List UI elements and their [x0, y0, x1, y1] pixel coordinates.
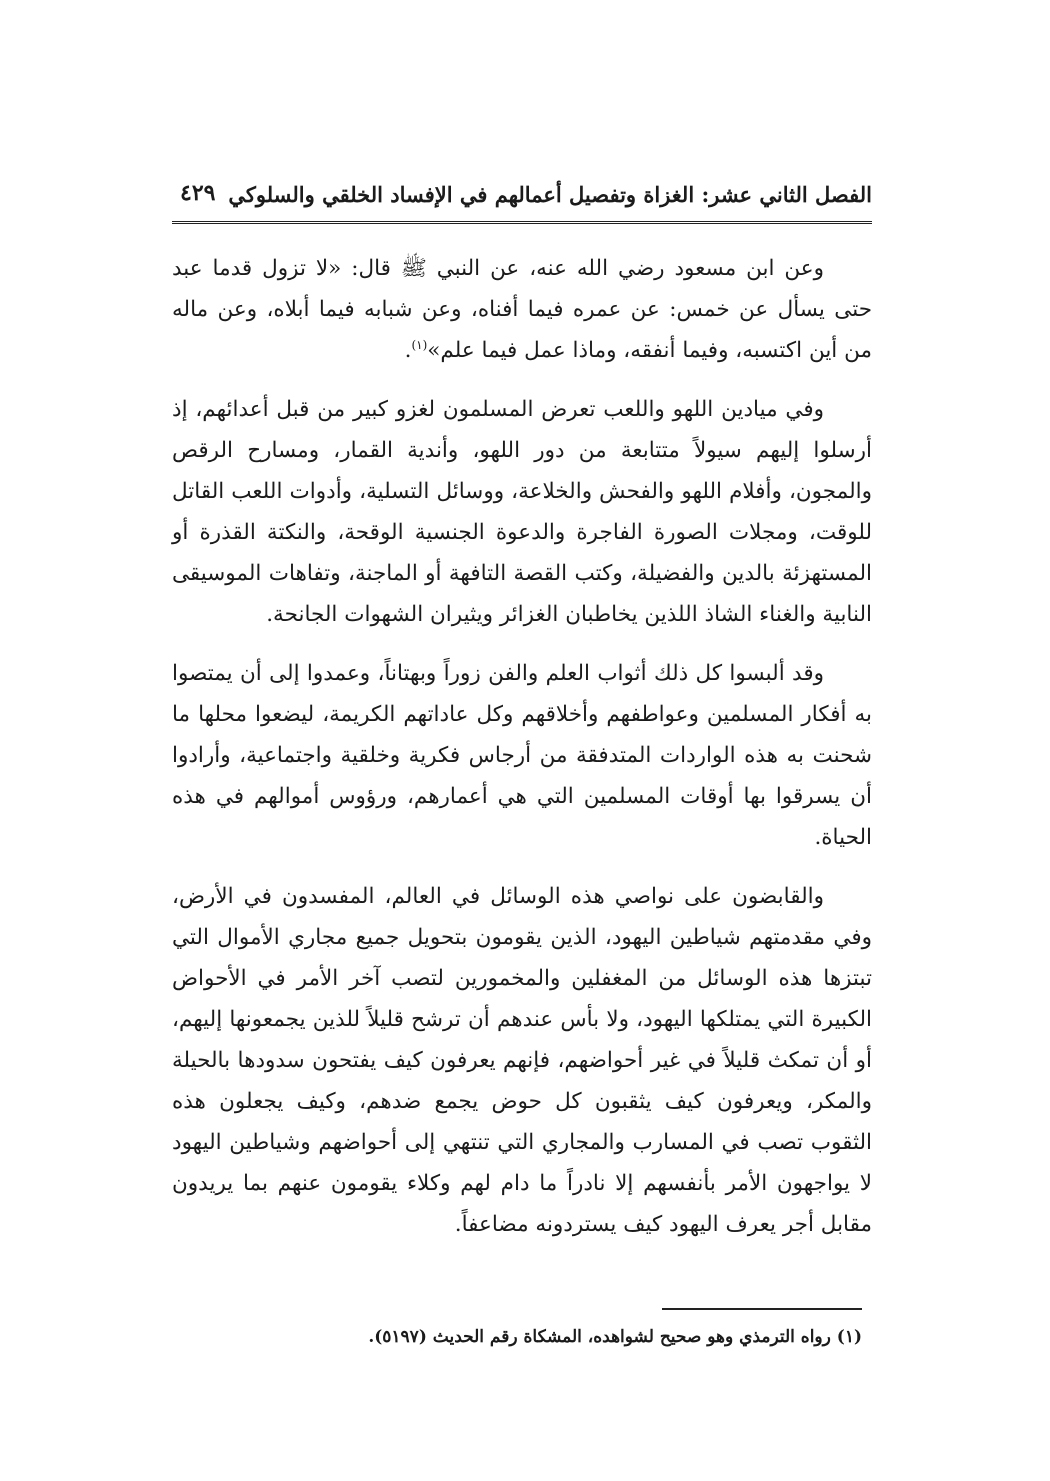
- running-header: [172, 176, 872, 216]
- paragraph: [172, 248, 872, 371]
- main-text: [172, 248, 872, 1245]
- footnote-rule: [662, 1308, 862, 1310]
- footnote-reference: (١): [411, 337, 428, 352]
- footnote: (١) رواه الترمذي وهو صحيح لشواهده، المشكاة رقم الحديث (٥١٩٧).: [368, 1327, 862, 1347]
- paragraph: وقد ألبسوا كل ذلك أثواب العلم والفن زوراً وبهتاناً، وعمدوا إلى أن يمتصوا به أفكار المسلمين وعواطفهم وأخلاقهم وكل عاداتهم الكريمة، ليضعوا محلها ما شحنت به هذه الواردات المتدفقة من أرجاس فكرية وخلقية واجتماعية، وأرادوا أن يسرقوا بها أوقات المسلمين التي هي أعمارهم، ورؤوس أموالهم في هذه الحياة.: [172, 661, 872, 850]
- header-rule: [172, 221, 872, 224]
- paragraph-text: وعن ابن مسعود رضي الله عنه، عن النبي ﷺ قال: «لا تزول قدما عبد حتى يسأل عن خمس: عن عمره فيما أفناه، وعن شبابه فيما أبلاه، وعن ماله من أين اكتسبه، وفيما أنفقه، وماذا عمل فيما علم»: [172, 256, 872, 363]
- page-number: ٤٢٩: [180, 180, 216, 206]
- paragraph: والقابضون على نواصي هذه الوسائل في العالم، المفسدون في الأرض، وفي مقدمتهم شياطين اليهود، الذين يقومون بتحويل جميع مجاري الأموال التي تبتزها هذه الوسائل من المغفلين والمخمورين لتصب آخر الأمر في الأحواض الكبيرة التي يمتلكها اليهود، ولا بأس عندهم أن ترشح قليلاً للذين يجمعونها إليهم، أو أن تمكث قليلاً في غير أحواضهم، فإنهم يعرفون كيف يفتحون سدودها بالحيلة والمكر، ويعرفون كيف يثقبون كل حوض يجمع ضدهم، وكيف يجعلون هذه الثقوب تصب في المسارب والمجاري التي تنتهي إلى أحواضهم وشياطين اليهود لا يواجهون الأمر بأنفسهم إلا نادراً ما دام لهم وكلاء يقومون عنهم بما يريدون مقابل أجر يعرف اليهود كيف يستردونه مضاعفاً.: [172, 884, 872, 1237]
- paragraph: وفي ميادين اللهو واللعب تعرض المسلمون لغزو كبير من قبل أعدائهم، إذ أرسلوا إليهم سيولاً متتابعة من دور اللهو، وأندية القمار، ومسارح الرقص والمجون، وأفلام اللهو والفحش والخلاعة، ووسائل التسلية، وأدوات اللعب القاتل للوقت، ومجلات الصورة الفاجرة والدعوة الجنسية الوقحة، والنكتة القذرة أو المستهزئة بالدين والفضيلة، وكتب القصة التافهة أو الماجنة، وتفاهات الموسيقى النابية والغناء الشاذ اللذين يخاطبان الغزائر ويثيران الشهوات الجانحة.: [172, 397, 872, 627]
- chapter-title: الفصل الثاني عشر: الغزاة وتفصيل أعمالهم في الإفساد الخلقي والسلوكي: [228, 182, 872, 207]
- paragraph-end: .: [404, 338, 412, 363]
